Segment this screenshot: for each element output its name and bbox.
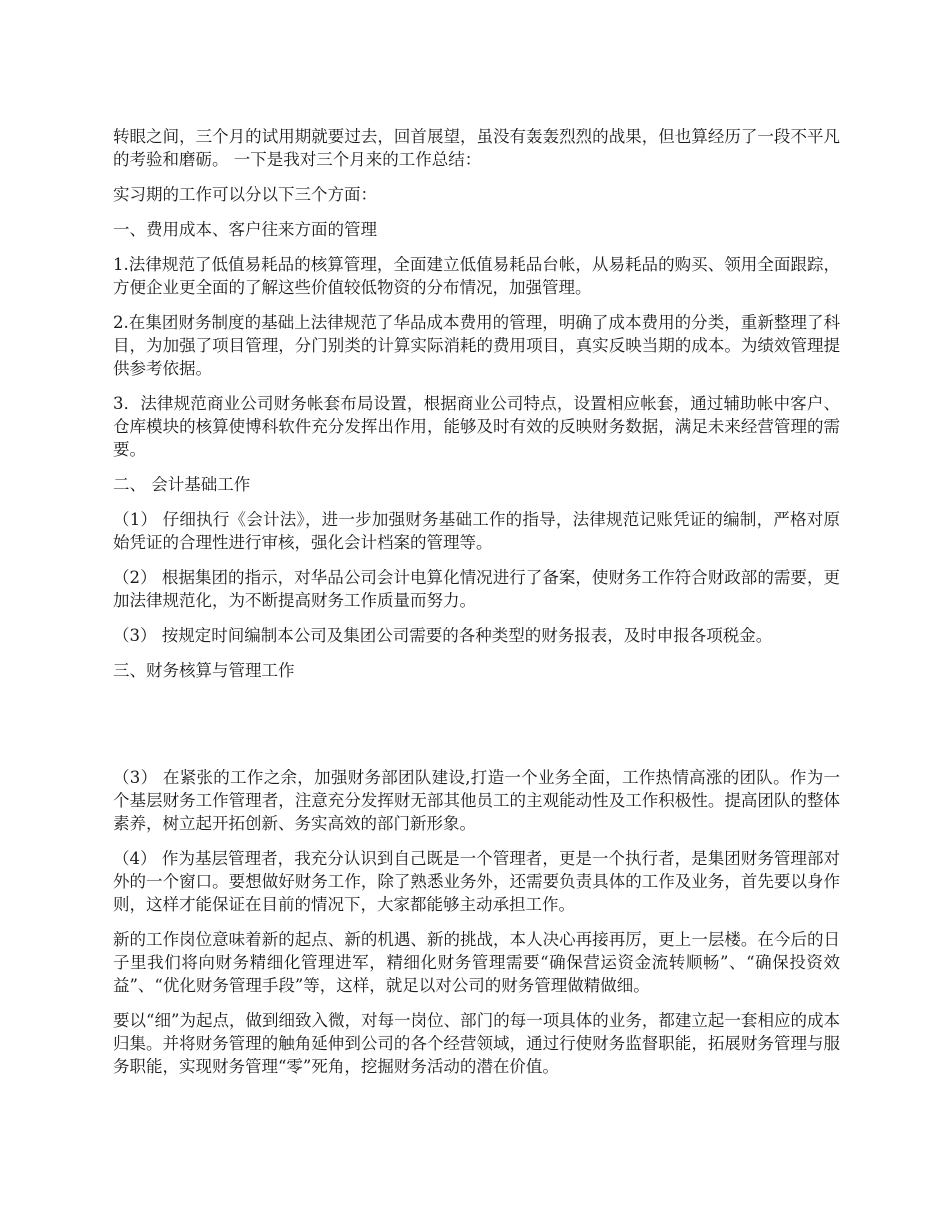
cost-item-3: 3．法律规范商业公司财务帐套布局设置，根据商业公司特点，设置相应帐套，通过辅助帐中客户、仓库模块的核算使博科软件充分发挥出作用，能够及时有效的反映财务数据，满足未来经营管理的需要。	[113, 394, 840, 459]
finance-item-4: （4） 作为基层管理者，我充分认识到自己既是一个管理者，更是一个执行者，是集团财务管理部对外的一个窗口。要想做好财务工作，除了熟悉业务外，还需要负责具体的工作及业务，首先要以身作则，这样才能保证在目前的情况下，大家都能够主动承担工作。	[113, 849, 840, 914]
blank-gap	[113, 694, 840, 766]
cost-item-2: 2.在集团财务制度的基础上法律规范了华品成本费用的管理，明确了成本费用的分类，重新整理了科目，为加强了项目管理，分门别类的计算实际消耗的费用项目，真实反映当期的成本。为绩效管理提供参考依据。	[113, 313, 840, 378]
accounting-item-2: （2） 根据集团的指示，对华品公司会计电算化情况进行了备案，使财务工作符合财政部的需要，更加法律规范化，为不断提高财务工作质量而努力。	[113, 568, 840, 610]
section-heading-accounting: 二、 会计基础工作	[113, 475, 251, 494]
overview-paragraph: 实习期的工作可以分以下三个方面：	[113, 185, 377, 204]
section-heading-cost: 一、费用成本、客户往来方面的管理	[113, 220, 377, 239]
document-page	[113, 125, 840, 1090]
accounting-item-1: （1） 仔细执行《会计法》，进一步加强财务基础工作的指导，法律规范记账凭证的编制，严格对原始凭证的合理性进行审核，强化会计档案的管理等。	[113, 510, 840, 552]
section-heading-finance: 三、财务核算与管理工作	[113, 661, 295, 680]
finance-item-3: （3） 在紧张的工作之余，加强财务部团队建设,打造一个业务全面，工作热情高涨的团队。作为一个基层财务工作管理者，注意充分发挥财无部其他员工的主观能动性及工作积极性。提高团队的整体素养，树立起开拓创新、务实高效的部门新形象。	[113, 768, 840, 833]
cost-item-1: 1.法律规范了低值易耗品的核算管理，全面建立低值易耗品台帐，从易耗品的购买、领用全面跟踪，方便企业更全面的了解这些价值较低物资的分布情况，加强管理。	[113, 255, 840, 297]
closing-paragraph: 要以“细”为起点，做到细致入微，对每一岗位、部门的每一项具体的业务，都建立起一套相应的成本归集。并将财务管理的触角延伸到公司的各个经营领域，通过行使财务监督职能，拓展财务管理与服务职能，实现财务管理“零”死角，挖掘财务活动的潜在价值。	[113, 1011, 840, 1076]
accounting-item-3: （3） 按规定时间编制本公司及集团公司需要的各种类型的财务报表，及时申报各项税金。	[113, 626, 773, 645]
intro-paragraph: 转眼之间，三个月的试用期就要过去，回首展望，虽没有轰轰烈烈的战果，但也算经历了一段不平凡的考验和磨砺。 一下是我对三个月来的工作总结：	[113, 127, 840, 169]
outlook-paragraph: 新的工作岗位意味着新的起点、新的机遇、新的挑战，本人决心再接再厉，更上一层楼。在今后的日子里我们将向财务精细化管理进军，精细化财务管理需要“确保营运资金流转顺畅”、“确保投资效益”、“优化财务管理手段”等，这样，就足以对公司的财务管理做精做细。	[113, 930, 840, 995]
